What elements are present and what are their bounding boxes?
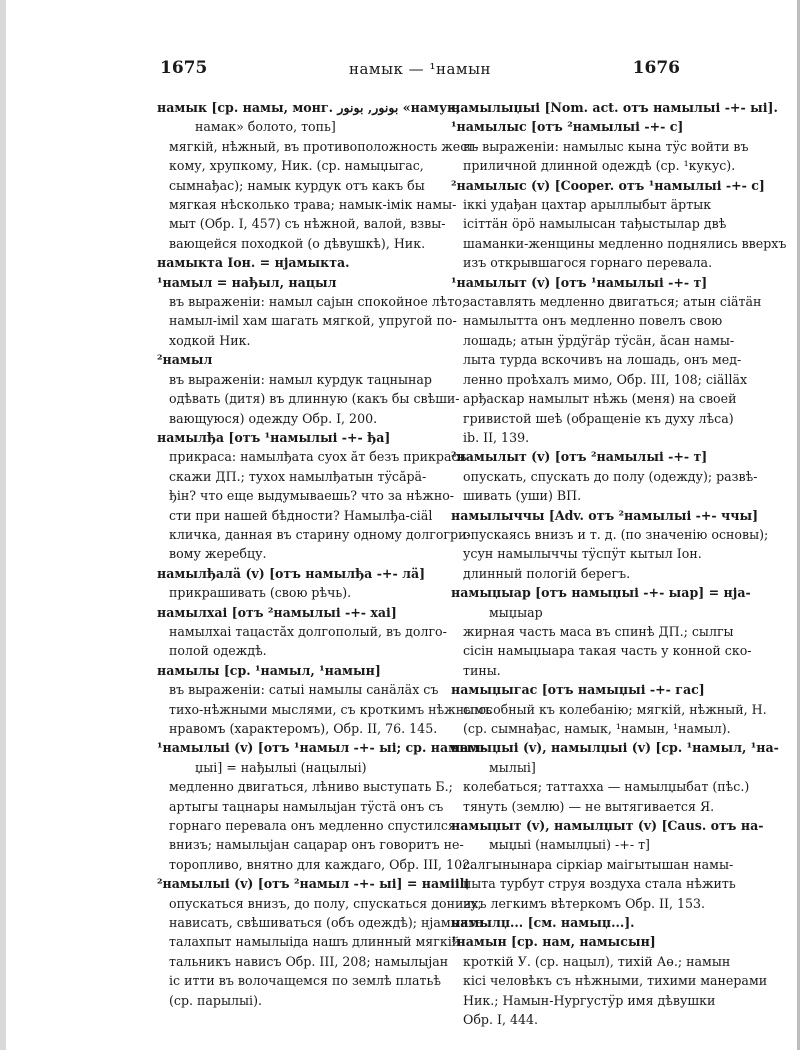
entry-text-line: скажи ДП.; тухох намылђатын тӱсӑрӓ-: [169, 468, 427, 484]
entry-text-line: талахпыт намылыіда нашъ длинный мягкій: [169, 934, 461, 950]
entry-text-line: џыі] = нађылыі (нацылыі): [195, 759, 367, 775]
entry-headword-line: намыџыгас [отъ намыџыі -+- гас]: [451, 682, 705, 698]
entry-text-line: одѣвать (дитя) въ длинную (какъ бы свѣши-: [169, 391, 460, 407]
entry-headword-line: намылыччы [Adv. отъ ²намылыі -+- ччы]: [451, 507, 759, 523]
entry-headword-line: ²намылыт (v) [отъ ²намылыі -+- т]: [451, 449, 708, 465]
entry-headword-line: ¹намылыі (v) [отъ ¹намыл -+- ыі; ср. намыл-: [157, 740, 486, 756]
entry-text-line: сымнађас); намык курдук отъ какъ бы: [169, 177, 425, 193]
entry-headword-line: намылђалӓ (v) [отъ намылђа -+- лӓ]: [157, 565, 426, 581]
entry-text-line: лыта турда вскочивъ на лошадь, онъ мед-: [463, 352, 742, 368]
entry-text-line: торопливо, внятно для каждаго, Обр. III, 102.: [169, 856, 475, 872]
entry-headword-line: намылхаі [отъ ²намылыі -+- хаі]: [157, 604, 397, 620]
entry-text-line: Ник.; Намын-Нургустӱр имя дѣвушки: [463, 992, 716, 1008]
entry-text-line: іс итти въ волочащемся по землѣ платьѣ: [169, 973, 441, 989]
entry-text-line: опускаясь внизъ и т. д. (по значенію основы);: [463, 526, 769, 542]
entry-text-line: намылытта онъ медленно повелъ свою: [463, 313, 723, 329]
entry-text-line: въ выраженіи: намыл сајын спокойное лѣто;: [169, 294, 467, 310]
entry-text-line: сісін намыџыара такая часть у конной ско-: [463, 643, 752, 659]
entry-text-line: приличной длинной одеждѣ (ср. ¹кукус).: [463, 158, 736, 174]
entry-headword-line: ¹намын [ср. нам, намысын]: [451, 934, 656, 950]
entry-headword-line: намылыџыі [Nom. act. отъ намылыі -+- ыі].: [451, 100, 778, 115]
entry-text-line: лошадь; атын ӱрдӱгӓр тӱсӓн, ӑсан намы-: [463, 332, 735, 348]
entry-text-line: способный къ колебанію; мягкій, нѣжный, Н.: [463, 701, 767, 717]
entry-headword-line: ¹намылыт (v) [отъ ¹намылыі -+- т]: [451, 274, 708, 290]
entry-text-line: гривистой шеѣ (обращеніе къ духу лѣса): [463, 410, 734, 426]
entry-headword-line: ¹намыл = нађыл, нацыл: [157, 274, 337, 290]
entry-text-line: кісі человѣкъ съ нѣжными, тихими манерами: [463, 973, 768, 989]
entry-text-line: длинный пологій берегъ.: [463, 565, 631, 581]
entry-text-line: усун намылыччы тӱспӱт кытыл Іон.: [463, 546, 702, 562]
entry-headword-line: намыџыт (v), намылџыт (v) [Caus. отъ на-: [451, 818, 764, 834]
entry-text-line: ib. II, 139.: [463, 429, 530, 445]
entry-text-line: жирная часть маса въ спинѣ ДП.; сылгы: [463, 623, 734, 639]
entry-text-line: опускать, спускать до полу (одежду); развѣ-: [463, 468, 758, 484]
entry-text-line: іккі удађан цахтар арыллыбыт ӓртык: [463, 197, 712, 213]
entry-text-line: вающейся походкой (о дѣвушкѣ), Ник.: [169, 235, 426, 251]
entry-text-line: вому жеребцу.: [169, 546, 267, 562]
entry-headword-line: намыџыар [отъ намыџыі -+- ыар] = нја-: [451, 585, 751, 601]
entry-text-line: вающуюся) одежду Обр. I, 200.: [169, 410, 378, 426]
entry-text-line: изъ открывшагося горнаго перевала.: [463, 255, 713, 271]
entry-text-line: медленно двигаться, лѣниво выступать Б.;: [169, 779, 453, 795]
entry-text-line: (ср. сымнађас, намык, ¹намын, ¹намыл).: [463, 721, 731, 736]
entry-text-line: въ выраженіи: намыл курдук тацнынар: [169, 371, 432, 387]
entry-text-line: шаманки-женщины медленно поднялись вверхъ: [463, 235, 787, 251]
entry-text-line: кличка, данная въ старину одному долгогри-: [169, 526, 471, 542]
entry-headword-line: намылы [ср. ¹намыл, ¹намын]: [157, 662, 381, 678]
entry-text-line: мылыі]: [489, 759, 536, 775]
entry-text-line: намак» болото, топь]: [195, 119, 336, 135]
entry-text-line: мыт (Обр. I, 457) съ нѣжной, валой, взвы-: [169, 216, 446, 232]
entry-text-line: џыта турбут струя воздуха стала нѣжить: [463, 876, 736, 892]
entry-headword-line: ²намылыі (v) [отъ ²намыл -+- ыі] = намііlі: [157, 876, 470, 892]
entry-text-line: арђаскар намылыт нѣжь (меня) на своей: [463, 391, 737, 407]
entry-headword-line: ²намыл: [157, 352, 213, 368]
page-header: [160, 58, 680, 80]
entry-text-line: мыџыар: [489, 604, 543, 620]
entry-text-line: кому, хрупкому, Ник. (ср. намыџыгас,: [169, 158, 424, 174]
entry-text-line: ходкой Ник.: [169, 332, 251, 348]
entry-text-line: прикраса: намылђата суох ӑт безъ прикрасъ: [169, 449, 467, 465]
entry-text-line: намыл-іміl хам шагать мягкой, упругой по-: [169, 313, 457, 329]
entry-headword-line: намылџ... [см. намыџ...].: [451, 915, 635, 931]
entry-text-line: мыџыі (намылџыі) -+- т]: [489, 837, 650, 853]
entry-headword-line: ¹намылыс [отъ ²намылыі -+- с]: [451, 119, 684, 135]
entry-text-line: тальникъ нависъ Обр. III, 208; намылыјан: [169, 953, 449, 969]
entry-text-line: внизъ; намылыјан сацарар онъ говоритъ не-: [169, 837, 464, 853]
entry-headword-line: намыџыі (v), намылџыі (v) [ср. ¹намыл, ¹на-: [451, 740, 779, 756]
entry-text-line: нависать, свѣшиваться (объ одеждѣ); нјамыкта: [169, 915, 483, 931]
entry-text-line: ісіттӓн ӧрӧ намылысан тађыстылар двѣ: [463, 216, 727, 232]
entry-headword-line: намык [ср. намы, монг. ﺑﻮﻧﻮﺭ, ﺑﻮﻧﻮﺭ «намук,: [157, 100, 461, 115]
entry-text-line: шивать (уши) ВП.: [463, 488, 582, 504]
entry-text-line: колебаться; таттахха — намылџыбат (пѣс.): [463, 779, 750, 795]
entry-text-line: заставлять медленно двигаться; атын сіӓтӓн: [463, 294, 762, 310]
entry-text-line: мягкая нѣсколько трава; намык-імік намы-: [169, 197, 457, 213]
entry-text-line: въ выраженіи: сатыі намылы санӓлӓх съ: [169, 682, 439, 698]
left-page-number: 1675: [160, 58, 208, 78]
right-column: [451, 98, 787, 1030]
entry-text-line: тихо-нѣжными мыслями, съ кроткимъ нѣжнымъ: [169, 701, 492, 717]
entry-text-line: мягкій, нѣжный, въ противоположность жест-: [169, 138, 479, 154]
entry-text-line: намылхаі тацастӑх долгополый, въ долго-: [169, 623, 447, 639]
running-head: намык — ¹намын: [348, 60, 491, 78]
entry-text-line: ленно проѣхалъ мимо, Обр. III, 108; сіӓllӓх: [463, 371, 748, 387]
entry-text-line: прикрашивать (свою рѣчь).: [169, 585, 352, 601]
entry-text-line: кроткій У. (ср. нацыл), тихій Аө.; намын: [463, 953, 731, 969]
entry-text-line: нравомъ (характеромъ), Обр. II, 76. 145.: [169, 721, 438, 736]
entry-text-line: тянуть (землю) — не вытягивается Я.: [463, 798, 715, 814]
page-edge-shadow: [0, 0, 6, 1050]
entry-text-line: ђін? что еще выдумываешь? что за нѣжно-: [169, 488, 455, 504]
entry-text-line: Обр. I, 444.: [463, 1012, 538, 1028]
entry-headword-line: ²намылыс (v) [Cooper. отъ ¹намылыі -+- с]: [451, 177, 765, 193]
entry-text-line: (ср. парылыі).: [169, 992, 262, 1008]
entry-headword-line: намылђа [отъ ¹намылыі -+- ђа]: [157, 429, 391, 445]
entry-text-line: сти при нашей бѣдности? Намылђа-сіäl: [169, 507, 433, 523]
entry-text-line: горнаго перевала онъ медленно спустился: [169, 818, 456, 834]
entry-text-line: артыгы тацнары намылыјан тӱстӓ онъ съ: [169, 798, 444, 814]
entry-text-line: полой одеждѣ.: [169, 643, 267, 659]
entry-text-line: въ выраженіи: намылыс кына тӱс войти въ: [463, 138, 749, 154]
entry-text-line: салгынынара сіркіар маігытышан намы-: [463, 856, 734, 872]
entry-text-line: опускаться внизъ, до полу, спускаться донизу,: [169, 895, 482, 911]
entry-text-line: тины.: [463, 662, 501, 678]
entry-text-line: ихъ легкимъ вѣтеркомъ Обр. II, 153.: [463, 895, 706, 911]
entry-headword-line: намыкта Іон. = нјамыкта.: [157, 255, 350, 271]
right-page-number: 1676: [632, 58, 680, 78]
